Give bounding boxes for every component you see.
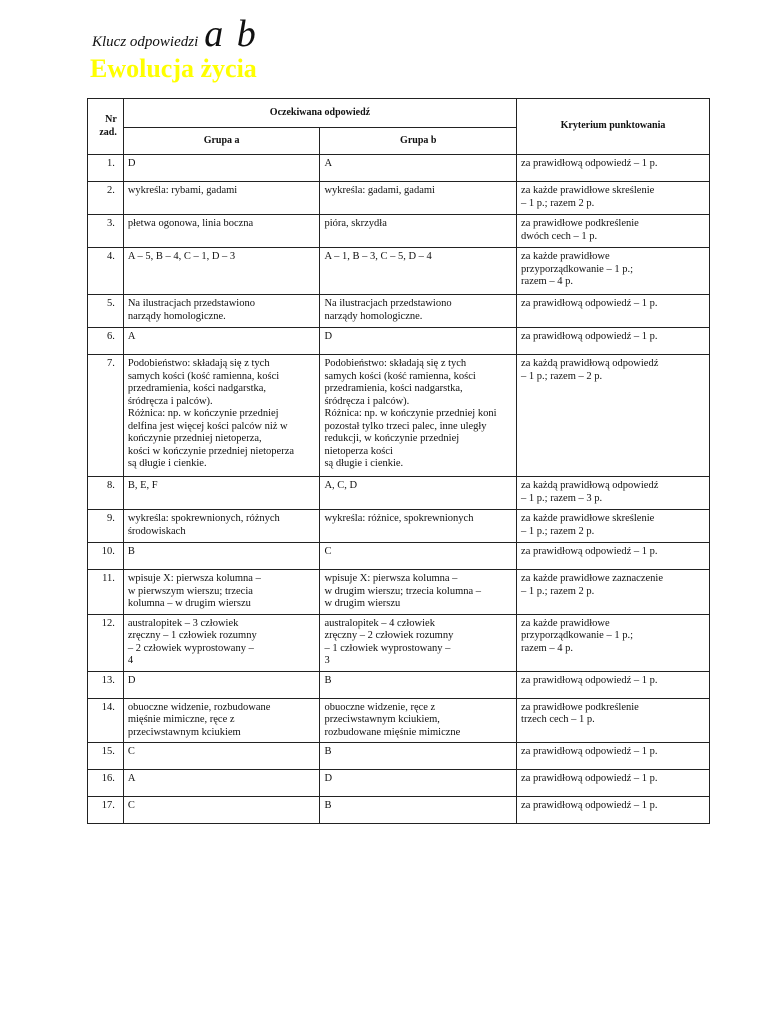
answer-key-label: Klucz odpowiedzi [92, 34, 199, 50]
group-a-answer: Podobieństwo: składają się z tych samych kości (kość ramienna, kości przedramienia, kości nadgarstka, śródręcza i palców). Różnica: np. w kończynie przedniej delfina jest więcej kości palców niż w kończynie przedniej nietoperza, kości w kończynie przedniej nietoperza są długie i cienkie. [123, 355, 320, 477]
table-row [88, 698, 710, 743]
group-a-answer: płetwa ogonowa, linia boczna [123, 215, 320, 248]
criterion: za prawidłowe podkreślenie dwóch cech – 1 p. [517, 215, 710, 248]
row-number: 13. [88, 671, 124, 698]
group-a-answer: A [123, 770, 320, 797]
row-number: 6. [88, 328, 124, 355]
row-number: 7. [88, 355, 124, 477]
header-expected-answer: Oczekiwana odpowiedź [123, 99, 516, 128]
row-number: 15. [88, 743, 124, 770]
criterion: za prawidłową odpowiedź – 1 p. [517, 770, 710, 797]
criterion: za prawidłową odpowiedź – 1 p. [517, 295, 710, 328]
table-row [88, 614, 710, 671]
group-b-answer: A, C, D [320, 477, 517, 510]
criterion: za każde prawidłowe skreślenie – 1 p.; razem 2 p. [517, 510, 710, 543]
group-a-answer: B [123, 543, 320, 570]
table-row [88, 510, 710, 543]
criterion: za prawidłową odpowiedź – 1 p. [517, 797, 710, 824]
group-b-answer: B [320, 671, 517, 698]
row-number: 8. [88, 477, 124, 510]
group-b-answer: C [320, 543, 517, 570]
table-row [88, 295, 710, 328]
group-a-answer: D [123, 155, 320, 182]
criterion: za prawidłowe podkreślenie trzech cech – 1 p. [517, 698, 710, 743]
criterion: za każdą prawidłową odpowiedź – 1 p.; razem – 3 p. [517, 477, 710, 510]
group-b-answer: A [320, 155, 517, 182]
group-b-answer: A – 1, B – 3, C – 5, D – 4 [320, 248, 517, 295]
row-number: 16. [88, 770, 124, 797]
table-row [88, 477, 710, 510]
criterion: za każde prawidłowe zaznaczenie – 1 p.; razem 2 p. [517, 570, 710, 615]
table-row [88, 328, 710, 355]
table-header-row [88, 99, 710, 128]
group-a-answer: obuoczne widzenie, rozbudowane mięśnie mimiczne, ręce z przeciwstawnym kciukiem [123, 698, 320, 743]
criterion: za każde prawidłowe skreślenie – 1 p.; razem 2 p. [517, 182, 710, 215]
table-row [88, 248, 710, 295]
group-b-answer: D [320, 770, 517, 797]
group-a-answer: Na ilustracjach przedstawiono narządy homologiczne. [123, 295, 320, 328]
answer-key-table [87, 98, 710, 824]
header-group-a: Grupa a [123, 128, 320, 155]
group-a-answer: C [123, 797, 320, 824]
criterion: za prawidłową odpowiedź – 1 p. [517, 671, 710, 698]
group-b-answer: B [320, 797, 517, 824]
criterion: za prawidłową odpowiedź – 1 p. [517, 743, 710, 770]
criterion: za prawidłową odpowiedź – 1 p. [517, 328, 710, 355]
table-row [88, 182, 710, 215]
row-number: 17. [88, 797, 124, 824]
table-row [88, 155, 710, 182]
group-b-answer: wykreśla: różnice, spokrewnionych [320, 510, 517, 543]
group-a-answer: A [123, 328, 320, 355]
table-body [88, 155, 710, 824]
table-row [88, 355, 710, 477]
group-b-answer: B [320, 743, 517, 770]
table-row [88, 215, 710, 248]
group-b-answer: Na ilustracjach przedstawiono narządy homologiczne. [320, 295, 517, 328]
groups-label: a b [204, 13, 258, 55]
group-b-answer: australopitek – 4 człowiek zręczny – 2 człowiek rozumny – 1 człowiek wyprostowany – 3 [320, 614, 517, 671]
group-a-answer: wykreśla: rybami, gadami [123, 182, 320, 215]
row-number: 14. [88, 698, 124, 743]
row-number: 12. [88, 614, 124, 671]
group-a-answer: B, E, F [123, 477, 320, 510]
group-b-answer: D [320, 328, 517, 355]
group-b-answer: wpisuje X: pierwsza kolumna – w drugim wierszu; trzecia kolumna – w drugim wierszu [320, 570, 517, 615]
group-b-answer: wykreśla: gadami, gadami [320, 182, 517, 215]
row-number: 2. [88, 182, 124, 215]
group-a-answer: D [123, 671, 320, 698]
criterion: za każdą prawidłową odpowiedź – 1 p.; razem – 2 p. [517, 355, 710, 477]
criterion: za każde prawidłowe przyporządkowanie – 1 p.; razem – 4 p. [517, 248, 710, 295]
table-row [88, 770, 710, 797]
header-criterion: Kryterium punktowania [517, 99, 710, 155]
table-row [88, 671, 710, 698]
group-b-answer: pióra, skrzydła [320, 215, 517, 248]
criterion: za prawidłową odpowiedź – 1 p. [517, 155, 710, 182]
header [92, 12, 258, 56]
table-row [88, 743, 710, 770]
row-number: 4. [88, 248, 124, 295]
row-number: 1. [88, 155, 124, 182]
page-title: Ewolucja życia [90, 54, 257, 83]
row-number: 9. [88, 510, 124, 543]
group-a-answer: A – 5, B – 4, C – 1, D – 3 [123, 248, 320, 295]
group-a-answer: wykreśla: spokrewnionych, różnych środowiskach [123, 510, 320, 543]
criterion: za prawidłową odpowiedź – 1 p. [517, 543, 710, 570]
table-row [88, 797, 710, 824]
group-a-answer: C [123, 743, 320, 770]
group-b-answer: Podobieństwo: składają się z tych samych kości (kość ramienna, kości przedramienia, kości nadgarstka, śródręcza i palców). Różnica: np. w kończynie przedniej koni pozostał tylko trzeci palec, inne uległy redukcji, w kończynie przedniej nietoperza kości są długie i cienkie. [320, 355, 517, 477]
row-number: 10. [88, 543, 124, 570]
table-row [88, 543, 710, 570]
row-number: 5. [88, 295, 124, 328]
criterion: za każde prawidłowe przyporządkowanie – 1 p.; razem – 4 p. [517, 614, 710, 671]
header-nr: Nr zad. [88, 99, 124, 155]
row-number: 11. [88, 570, 124, 615]
header-group-b: Grupa b [320, 128, 517, 155]
group-b-answer: obuoczne widzenie, ręce z przeciwstawnym kciukiem, rozbudowane mięśnie mimiczne [320, 698, 517, 743]
table-row [88, 570, 710, 615]
group-a-answer: wpisuje X: pierwsza kolumna – w pierwszym wierszu; trzecia kolumna – w drugim wierszu [123, 570, 320, 615]
row-number: 3. [88, 215, 124, 248]
group-a-answer: australopitek – 3 człowiek zręczny – 1 człowiek rozumny – 2 człowiek wyprostowany – 4 [123, 614, 320, 671]
